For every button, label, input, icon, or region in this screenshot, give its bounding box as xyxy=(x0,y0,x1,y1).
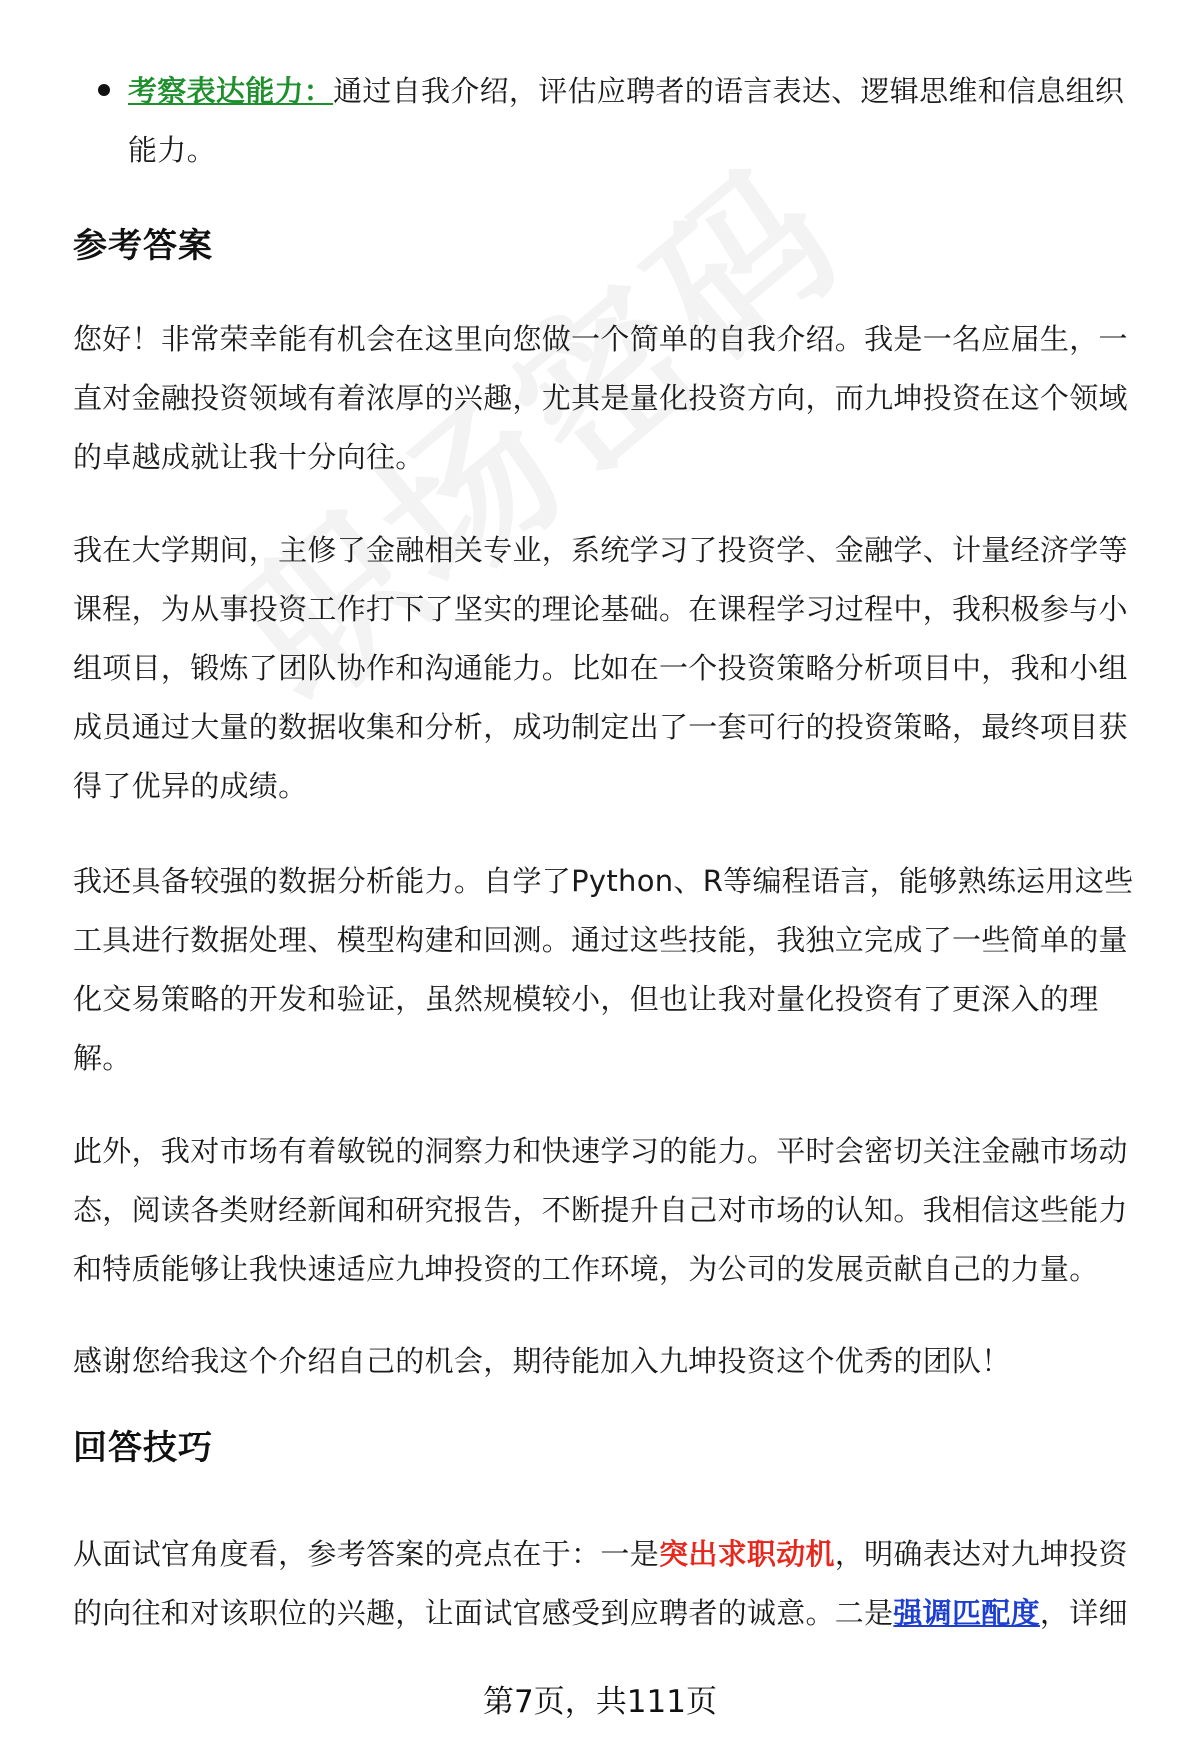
highlight-match: 强调匹配度 xyxy=(893,1596,1040,1630)
highlight-motivation: 突出求职动机 xyxy=(659,1537,835,1571)
bullet-dot-icon xyxy=(98,84,110,96)
answer-paragraph-2: 我在大学期间，主修了金融相关专业，系统学习了投资学、金融学、计量经济学等课程，为从事投资工作打下了坚实的理论基础。在课程学习过程中，我积极参与小组项目，锻炼了团队协作和沟通能力。比如在一个投资策略分析项目中，我和小组成员通过大量的数据收集和分析，成功制定出了一套可行的投资策略，最终项目获得了优异的成绩。 xyxy=(73,533,1128,803)
answer-paragraph-1: 您好！非常荣幸能有机会在这里向您做一个简单的自我介绍。我是一名应届生，一直对金融投资领域有着浓厚的兴趣，尤其是量化投资方向，而九坤投资在这个领域的卓越成就让我十分向往。 xyxy=(73,322,1128,474)
section-heading-answer: 参考答案 xyxy=(73,226,213,266)
bullet-lead: 考察表达能力： xyxy=(128,74,334,108)
bullet-text xyxy=(128,62,1148,180)
page-number: 第7页，共111页 xyxy=(483,1684,717,1720)
bullet-item xyxy=(128,62,1148,180)
tips-text-c: ，详细 xyxy=(1039,1596,1128,1630)
tips-text-a: 从面试官角度看，参考答案的亮点在于：一是 xyxy=(73,1537,660,1571)
section-heading-tips: 回答技巧 xyxy=(73,1428,213,1468)
answer-paragraph-5: 感谢您给我这个介绍自己的机会，期待能加入九坤投资这个优秀的团队！ xyxy=(73,1344,1011,1378)
answer-paragraph-4: 此外，我对市场有着敏锐的洞察力和快速学习的能力。平时会密切关注金融市场动态，阅读各类财经新闻和研究报告，不断提升自己对市场的认知。我相信这些能力和特质能够让我快速适应九坤投资的工作环境，为公司的发展贡献自己的力量。 xyxy=(73,1134,1128,1286)
tips-paragraph xyxy=(73,1525,1148,1643)
answer-paragraph-3: 我还具备较强的数据分析能力。自学了Python、R等编程语言，能够熟练运用这些工具进行数据处理、模型构建和回测。通过这些技能，我独立完成了一些简单的量化交易策略的开发和验证，虽然规模较小，但也让我对量化投资有了更深入的理解。 xyxy=(73,864,1134,1075)
bullet-body: 通过自我介绍，评估应聘者的语言表达、逻辑思维和信息组织能力。 xyxy=(128,74,1125,167)
tips-text-b: ，明确表达对九坤投资的向往和对该职位的兴趣，让面试官感受到应聘者的诚意。二是 xyxy=(73,1537,1128,1630)
